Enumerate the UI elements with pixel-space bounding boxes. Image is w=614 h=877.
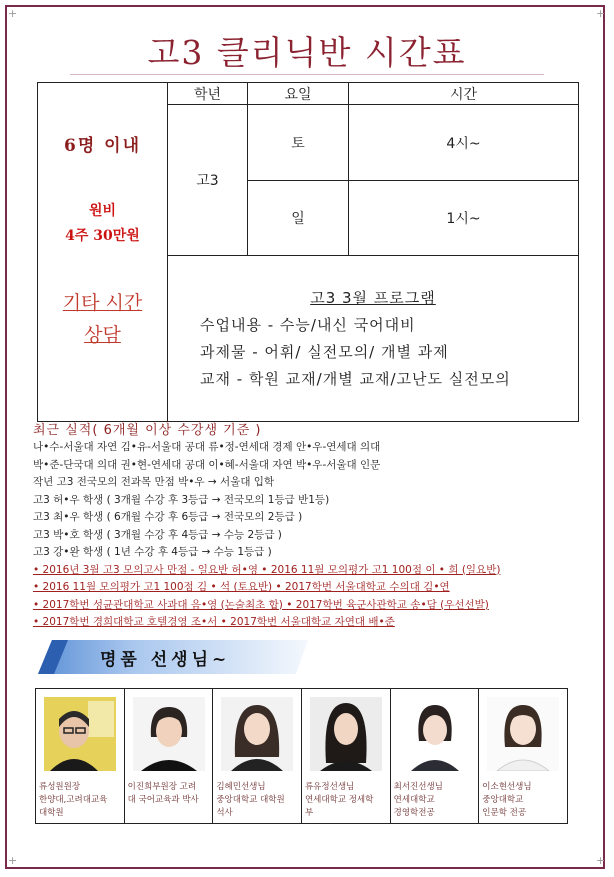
teacher-name: 류성원원장: [39, 782, 81, 792]
capacity-text: 6명 이내: [63, 136, 141, 156]
grade-cell: 고3: [168, 105, 248, 256]
teacher-detail: 석사: [216, 808, 233, 818]
teacher-detail: 대학원: [39, 808, 64, 818]
fee-label: 원비: [88, 203, 117, 219]
consult-text-line2: 상담: [84, 324, 121, 346]
records-section: [33, 422, 593, 632]
teacher-name: 이진희부원장 고려: [127, 782, 197, 792]
header-day: 요일: [248, 83, 349, 105]
teacher-photo: [310, 697, 382, 771]
corner-mark: +: [596, 854, 606, 867]
corner-mark: +: [8, 854, 18, 867]
teacher-name: 김혜민선생님: [216, 782, 266, 792]
consult-text-line1: 기타 시간: [62, 292, 143, 314]
teacher-school: 중앙대학교 대학원: [216, 795, 285, 805]
teacher-card: [124, 689, 213, 824]
teacher-name: 최서진선생님: [393, 782, 443, 792]
time-cell: 4시~: [349, 105, 579, 181]
highlight-line: • 2016년 3월 고3 모의고사 만점 - 일요반 허•영 • 2016 11월 모의평가 고1 100점 이 • 희 (일요반): [33, 563, 501, 576]
program-line: 교재 - 학원 교재/개별 교재/고난도 실전모의: [200, 370, 511, 388]
teacher-detail: 부: [304, 808, 314, 818]
record-line: 고3 최•우 학생 ( 6개월 수강 후 6등급 → 전국모의 2등급 ): [33, 511, 303, 523]
teacher-photo: [133, 697, 205, 771]
day-cell: 일: [248, 181, 349, 256]
teacher-school: 중앙대학교: [482, 795, 524, 805]
header-time: 시간: [349, 83, 579, 105]
teacher-school: 대 국어교육과 박사: [127, 795, 199, 805]
banner-label: 명품 선생님~: [100, 650, 231, 670]
teacher-school: 연세대학교: [393, 795, 435, 805]
teacher-photo: [44, 697, 116, 771]
header-grade: 학년: [168, 83, 248, 105]
day-cell: 토: [248, 105, 349, 181]
fee-value: 4주 30만원: [65, 228, 140, 244]
record-line: 고3 박•호 학생 ( 3개월 수강 후 4등급 → 수능 2등급 ): [33, 528, 282, 541]
teacher-table: [35, 688, 568, 824]
corner-mark: +: [8, 7, 18, 20]
record-line: 박•준-단국대 의대 권•현-연세대 공대 이•혜-서울대 자연 박•우-서울대 인문: [33, 458, 381, 471]
highlight-line: • 2016 11월 모의평가 고1 100점 김 • 석 (토요반) • 2017학번 서울대학교 수의대 김•연: [33, 581, 450, 593]
teacher-photo: [221, 697, 293, 771]
record-line: 나•수-서울대 자연 김•유-서울대 공대 류•정-연세대 경제 안•우-연세대 의대: [33, 441, 381, 453]
teacher-photo: [487, 697, 559, 771]
teacher-detail: 경영학전공: [393, 808, 435, 818]
schedule-table: [37, 82, 579, 422]
teacher-photo: [399, 697, 471, 771]
teacher-card: [479, 689, 568, 824]
program-line: 수업내용 - 수능/내신 국어대비: [200, 316, 416, 334]
program-line: 과제물 - 어휘/ 실전모의/ 개별 과제: [200, 343, 449, 361]
teacher-school: 연세대학교 정세학: [304, 795, 374, 805]
teacher-card: [301, 689, 390, 824]
highlight-line: • 2017학번 경희대학교 호텔경영 조•서 • 2017학번 서울대학교 자연대 배•준: [33, 616, 395, 628]
program-title: 고3 3월 프로그램: [310, 289, 436, 307]
info-cell: [38, 83, 168, 422]
records-heading: 최근 실적( 6개월 이상 수강생 기준 ): [33, 423, 262, 438]
time-cell: 1시~: [349, 181, 579, 256]
record-line: 고3 허•우 학생 ( 3개월 수강 후 3등급 → 전국모의 1등급 반1등): [33, 493, 330, 506]
title-underline: [70, 74, 544, 75]
teacher-name: 류유정선생님: [304, 782, 355, 792]
teacher-card: [213, 689, 302, 824]
teacher-card: [36, 689, 125, 824]
teacher-card: [390, 689, 479, 824]
record-line: 고3 강•완 학생 ( 1년 수강 후 4등급 → 수능 1등급 ): [33, 546, 272, 558]
corner-mark: +: [596, 7, 606, 20]
program-cell: [168, 256, 579, 422]
teacher-school: 한양대,고려대교육: [39, 795, 108, 805]
teacher-detail: 인문학 전공: [482, 808, 527, 818]
highlight-line: • 2017학번 성균관대학교 사과대 음•영 (논술최초 합) • 2017학번 육군사관학교 송•담 (우선선발): [33, 598, 489, 611]
page-title: 고3 클리닉반 시간표: [147, 33, 467, 72]
teacher-name: 이소현선생님: [482, 782, 532, 792]
record-line: 작년 고3 전국모의 전과목 만점 박•우 → 서울대 입학: [33, 476, 275, 488]
